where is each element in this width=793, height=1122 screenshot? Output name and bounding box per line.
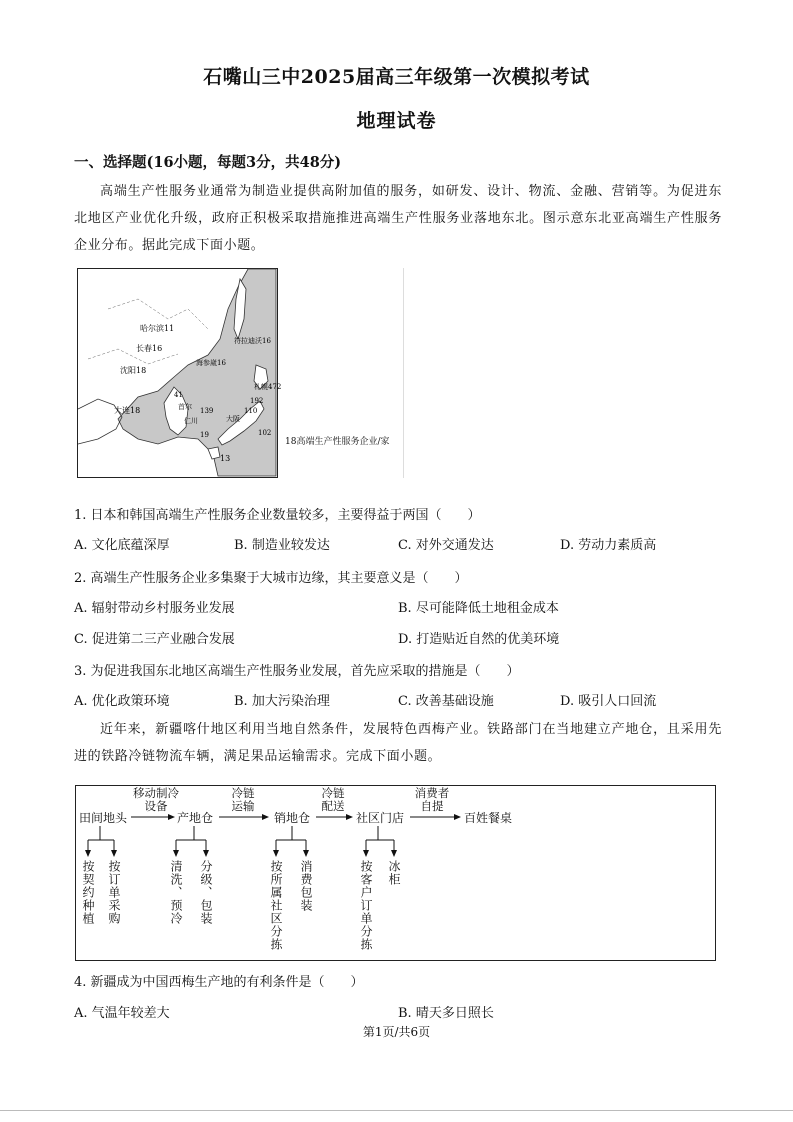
q3-option-a[interactable]: A. 优化政策环境 <box>74 694 170 709</box>
map-label-110: 110 <box>244 407 258 415</box>
map-label-incheon: 仁川 <box>184 417 198 425</box>
passage-2: 近年来，新疆喀什地区利用当地自然条件，发展特色西梅产业。铁路部门在当地建立产地仓，且采用先进的铁路冷链物流车辆，满足果品运输需求。完成下面小题。 <box>74 722 722 764</box>
page-footer: 第1页/共6页 <box>362 1025 431 1039</box>
flow-sub-3a: 按所属社区分拣 <box>269 860 283 951</box>
flow-arrow-label-2: 冷链运输 <box>231 786 255 813</box>
map-label-osaka: 大阪 <box>226 415 240 423</box>
q2-option-a[interactable]: A. 辐射带动乡村服务业发展 <box>74 601 235 616</box>
map-label-102: 102 <box>258 429 272 437</box>
q4-option-b[interactable]: B. 晴天多日照长 <box>398 1006 494 1021</box>
map-divider <box>403 268 404 478</box>
flow-node-origin-warehouse: 产地仓 <box>177 811 214 825</box>
northeast-asia-map <box>77 268 282 478</box>
map-label-139: 139 <box>200 407 214 415</box>
q2-option-c[interactable]: C. 促进第二三产业融合发展 <box>74 632 235 647</box>
q4-option-a[interactable]: A. 气温年较差大 <box>74 1006 170 1021</box>
flow-sub-3b: 消费包装 <box>299 860 313 912</box>
map-legend: 18高端生产性服务企业/家 <box>285 437 390 447</box>
q1-option-a[interactable]: A. 文化底蕴深厚 <box>74 538 170 553</box>
flow-node-community-store: 社区门店 <box>356 811 405 825</box>
q3-option-d[interactable]: D. 吸引人口回流 <box>560 694 657 709</box>
q1-option-c[interactable]: C. 对外交通发达 <box>398 538 494 553</box>
q2-stem: 2. 高端生产性服务企业多集聚于大城市边缘，其主要意义是（ ） <box>74 571 468 586</box>
flow-sub-2a: 清洗、预冷 <box>169 860 183 925</box>
q3-option-b[interactable]: B. 加大污染治理 <box>234 694 330 709</box>
flow-node-field: 田间地头 <box>79 811 128 825</box>
flow-sub-1a: 按契约种植 <box>81 860 95 925</box>
map-label-shenyang: 沈阳18 <box>120 366 147 375</box>
flow-arrow-label-4: 消费者自提 <box>414 786 450 813</box>
cold-chain-flow-diagram <box>75 785 716 961</box>
map-label-19: 19 <box>200 431 209 439</box>
q4-stem: 4. 新疆成为中国西梅生产地的有利条件是（ ） <box>74 975 364 990</box>
q3-option-c[interactable]: C. 改善基础设施 <box>398 694 494 709</box>
map-label-41: 41 <box>174 391 183 399</box>
page-bottom-line <box>0 1110 793 1111</box>
flow-arrow-label-1: 移动制冷设备 <box>133 786 179 813</box>
q1-option-d[interactable]: D. 劳动力素质高 <box>560 538 657 553</box>
map-label-sapporo: 札幌472 <box>254 383 282 391</box>
map-label-13: 13 <box>220 454 231 463</box>
passage-1: 高端生产性服务业通常为制造业提供高附加值的服务，如研发、设计、物流、金融、营销等。为促进东北地区产业优化升级，政府正积极采取措施推进高端生产性服务业落地东北。图示意东北亚高端生产性服务企业分布。据此完成下面小题。 <box>74 184 722 253</box>
map-label-changchun: 长春16 <box>136 344 163 353</box>
flow-sub-4b: 冰柜 <box>387 860 401 886</box>
q2-option-b[interactable]: B. 尽可能降低土地租金成本 <box>398 601 559 616</box>
q1-option-b[interactable]: B. 制造业较发达 <box>234 538 330 553</box>
exam-title: 石嘴山三中2025届高三年级第一次模拟考试 <box>203 66 590 88</box>
map-label-dalian: 大连18 <box>114 406 141 415</box>
map-label-192: 192 <box>250 397 264 405</box>
q2-option-d[interactable]: D. 打造贴近自然的优美环境 <box>398 632 560 647</box>
flow-sub-4a: 按客户订单分拣 <box>359 860 373 951</box>
section-heading: 一、选择题(16小题，每题3分，共48分) <box>74 154 342 171</box>
map-label-vladivostok: 符拉迪沃16 <box>234 337 271 345</box>
q3-stem: 3. 为促进我国东北地区高端生产性服务业发展，首先应采取的措施是（ ） <box>74 664 520 679</box>
flow-sub-1b: 按订单采购 <box>107 860 121 925</box>
flow-node-destination-warehouse: 销地仓 <box>274 811 311 825</box>
map-label-seoul: 首尔 <box>178 403 192 411</box>
q1-stem: 1. 日本和韩国高端生产性服务企业数量较多，主要得益于两国（ ） <box>74 508 481 523</box>
map-drawing <box>78 269 282 476</box>
map-label-haishenwai: 海参崴16 <box>196 359 226 367</box>
map-label-harbin: 哈尔滨11 <box>140 324 175 333</box>
flow-node-dinner-table: 百姓餐桌 <box>464 811 513 825</box>
flow-sub-2b: 分级、包装 <box>199 860 213 925</box>
flow-arrow-label-3: 冷链配送 <box>321 786 345 813</box>
exam-subtitle: 地理试卷 <box>356 110 437 132</box>
